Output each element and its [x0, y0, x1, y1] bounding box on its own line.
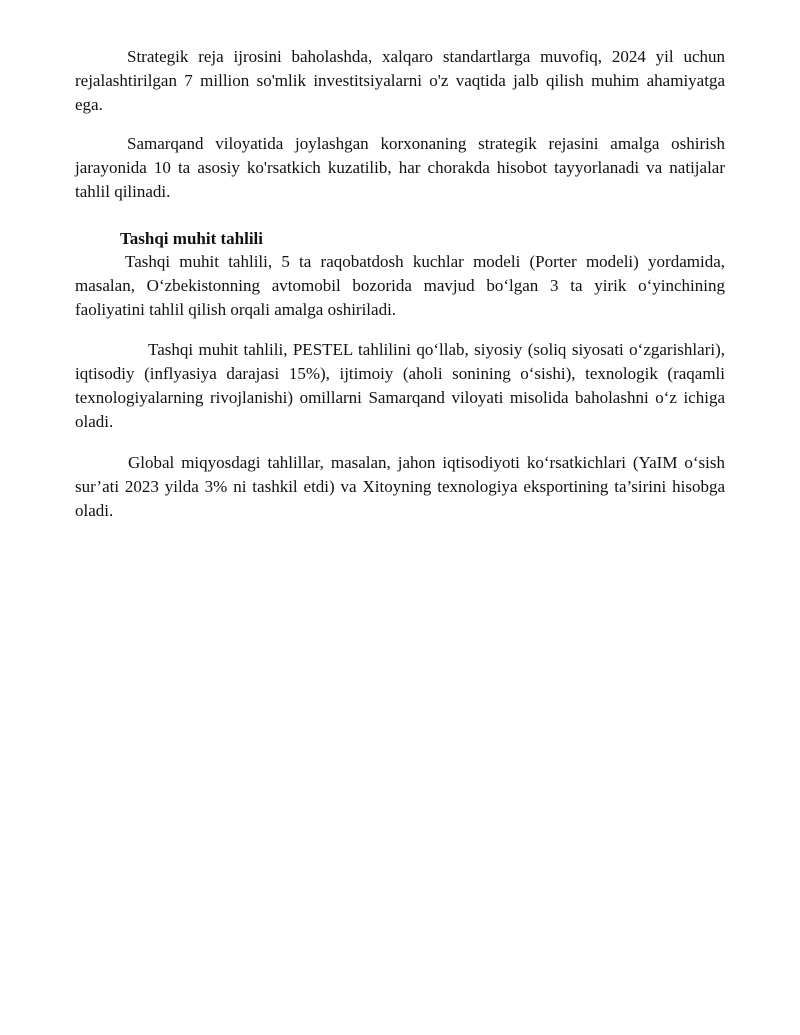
paragraph-investment: Strategik reja ijrosini baholashda, xalqaro standartlarga muvofiq, 2024 yil uchun rejalashtirilgan 7 million so'mlik investitsiyalarni o'z vaqtida jalb qilish muhim ahamiyatga ega.: [75, 47, 725, 114]
paragraph-global-analysis: Global miqyosdagi tahlillar, masalan, jahon iqtisodiyoti ko‘rsatkichlari (YaIM o‘sish sur’ati 2023 yilda 3% ni tashkil etdi) va Xitoyning texnologiya eksportining ta’sirini hisobga oladi.: [75, 453, 725, 520]
paragraph-porter-model: Tashqi muhit tahlili, 5 ta raqobatdosh kuchlar modeli (Porter modeli) yordamida, masalan, O‘zbekistonning avtomobil bozorida mavjud bo‘lgan 3 ta yirik o‘yinchining faoliyatini tahlil qilish orqali amalga oshiriladi.: [75, 252, 725, 319]
section-heading-external-environment: Tashqi muhit tahlili: [120, 229, 263, 248]
paragraph-pestel: Tashqi muhit tahlili, PESTEL tahlilini qo‘llab, siyosiy (soliq siyosati o‘zgarishlari), iqtisodiy (inflyasiya darajasi 15%), ijtimoiy (aholi sonining o‘sishi), texnologik (raqamli texnologiyalarning rivojlanishi) omillarni Samarqand viloyati misolida baholashni o‘z ichiga oladi.: [75, 340, 725, 431]
paragraph-samarkand-indicators: Samarqand viloyatida joylashgan korxonaning strategik rejasini amalga oshirish jarayonida 10 ta asosiy ko'rsatkich kuzatilib, har chorakda hisobot tayyorlanadi va natijalar tahlil qilinadi.: [75, 134, 725, 201]
